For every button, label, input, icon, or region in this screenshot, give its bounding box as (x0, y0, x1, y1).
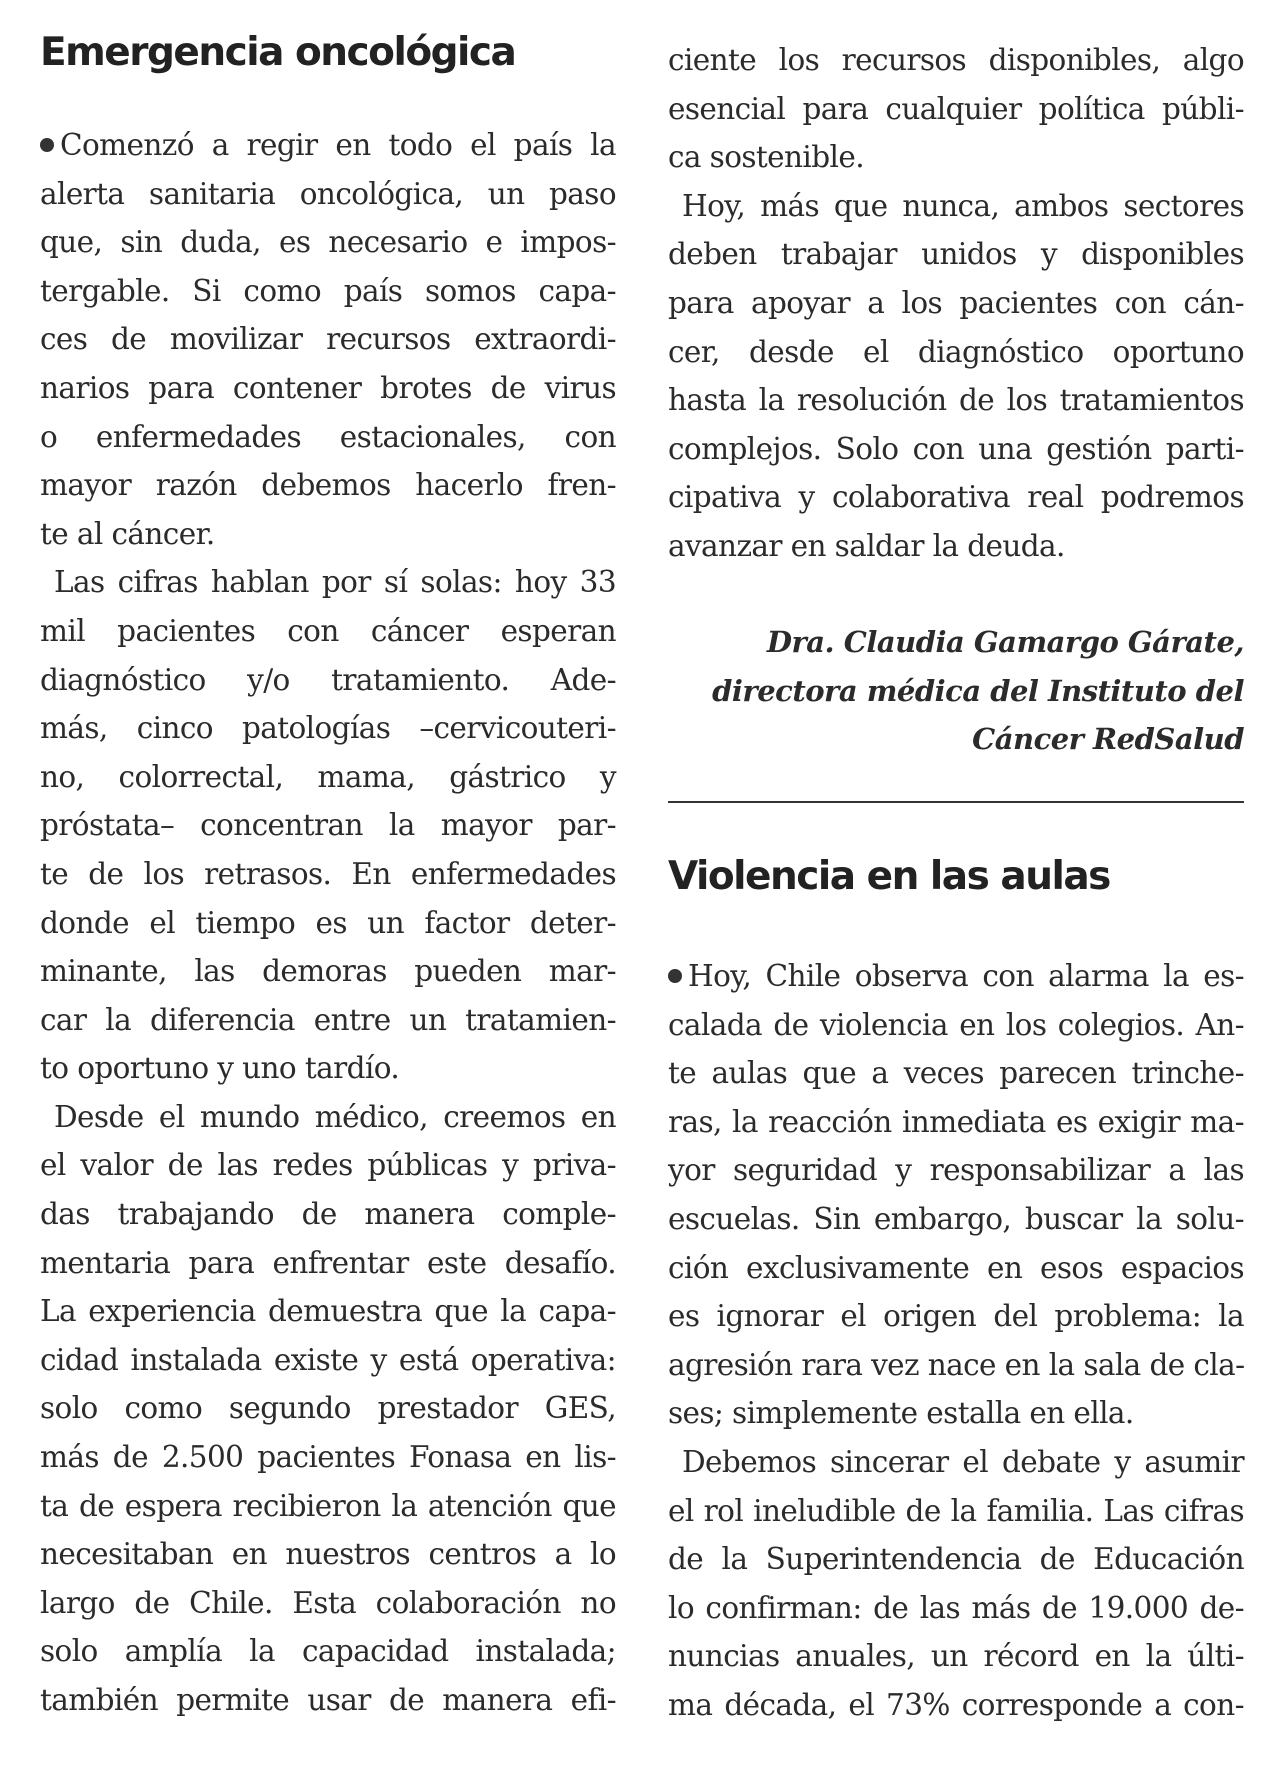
text-line: escuelas. Sin embargo, buscar la solu- (668, 1201, 1244, 1236)
text-line: ces de movilizar recursos extraordi- (40, 322, 616, 357)
text-line: Hoy, más que nunca, ambos sectores (682, 188, 1244, 223)
text-line: te al cáncer. (40, 516, 215, 551)
text-line: te de los retrasos. En enfermedades (40, 856, 616, 891)
text-line: agresión rara vez nace en la sala de cla- (668, 1347, 1245, 1382)
text-line: ras, la reacción inmediata es exigir ma- (668, 1104, 1244, 1139)
text-line: cipativa y colaborativa real podremos (668, 480, 1244, 515)
article2-title: Violencia en las aulas (668, 854, 1110, 899)
article1-title: Emergencia oncológica (40, 30, 516, 75)
text-line: Comenzó a regir en todo el país la (40, 121, 616, 170)
text-line: complejos. Solo con una gestión parti- (668, 431, 1244, 466)
text-line: largo de Chile. Esta colaboración no (40, 1585, 616, 1620)
text-line: de la Superintendencia de Educación (668, 1542, 1244, 1577)
text-line: Debemos sincerar el debate y asumir (682, 1444, 1244, 1479)
text-line: o enfermedades estacionales, con (40, 419, 616, 454)
text-line: donde el tiempo es un factor deter- (40, 905, 616, 940)
text-line: no, colorrectal, mama, gástrico y (40, 759, 616, 794)
text-line: deben trabajar unidos y disponibles (668, 237, 1244, 272)
text-line: yor seguridad y responsabilizar a las (668, 1153, 1244, 1188)
text-line: narios para contener brotes de virus (40, 370, 616, 405)
text-line: es ignorar el origen del problema: la (668, 1299, 1244, 1334)
bullet-icon (668, 969, 682, 983)
text-line: das trabajando de manera comple- (40, 1197, 616, 1232)
text-line: calada de violencia en los colegios. An- (668, 1007, 1244, 1042)
text-line: to oportuno y uno tardío. (40, 1051, 400, 1086)
bullet-icon (40, 138, 54, 152)
article1-body-col1 (40, 121, 616, 1725)
text-line: más de 2.500 pacientes Fonasa en lis- (40, 1440, 616, 1475)
text-line: minante, las demoras pueden mar- (40, 954, 616, 989)
text-line: para apoyar a los pacientes con cán- (668, 285, 1244, 320)
text-line: esencial para cualquier política públi- (668, 91, 1244, 126)
text-line: hasta la resolución de los tratamientos (668, 383, 1244, 418)
text-line: mayor razón debemos hacerlo fren- (40, 468, 616, 503)
text-line: car la diferencia entre un tratamien- (40, 1002, 616, 1037)
text-line: ca sostenible. (668, 140, 865, 175)
text-line: ma década, el 73% corresponde a con- (668, 1687, 1244, 1722)
section-divider (668, 801, 1244, 803)
text-line: Las cifras hablan por sí solas: hoy 33 (54, 565, 616, 600)
text-line: Hoy, Chile observa con alarma la es- (668, 952, 1244, 1001)
text-line: ciente los recursos disponibles, algo (668, 43, 1244, 77)
text-line: ción exclusivamente en esos espacios (668, 1250, 1244, 1285)
signature-line: Dra. Claudia Gamargo Gárate, (766, 625, 1244, 659)
text-line: el rol ineludible de la familia. Las cifras (668, 1493, 1244, 1528)
text-line: solo amplía la capacidad instalada; (40, 1634, 616, 1669)
text-line: diagnóstico y/o tratamiento. Ade- (40, 662, 616, 697)
signature-line: directora médica del Instituto del (712, 673, 1244, 708)
text-line: necesitaban en nuestros centros a lo (40, 1537, 616, 1572)
text-line: Desde el mundo médico, creemos en (54, 1099, 616, 1134)
text-line: tergable. Si como país somos capa- (40, 273, 616, 308)
text-line: mentaria para enfrentar este desafío. (40, 1245, 616, 1280)
text-line: también permite usar de manera efi- (40, 1683, 616, 1717)
text-line: avanzar en saldar la deuda. (668, 528, 1065, 563)
text-line: nuncias anuales, un récord en la últi- (668, 1639, 1244, 1674)
author-signature (668, 618, 1244, 764)
text-line: solo como segundo prestador GES, (40, 1391, 616, 1426)
text-line: ses; simplemente estalla en ella. (668, 1396, 1134, 1431)
text-line: La experiencia demuestra que la capa- (40, 1294, 616, 1329)
text-line: más, cinco patologías –cervicouteri- (40, 711, 616, 746)
article1-body-col2 (668, 36, 1244, 571)
text-line: ta de espera recibieron la atención que (40, 1488, 616, 1523)
text-line: el valor de las redes públicas y priva- (40, 1148, 616, 1183)
text-line: lo confirman: de las más de 19.000 de- (668, 1590, 1244, 1625)
text-line: alerta sanitaria oncológica, un paso (40, 176, 616, 211)
text-line: mil pacientes con cáncer esperan (40, 613, 616, 648)
text-line: cer, desde el diagnóstico oportuno (668, 334, 1244, 369)
text-line: te aulas que a veces parecen trinche- (668, 1056, 1244, 1091)
article2-body (668, 952, 1244, 1730)
signature-line: Cáncer RedSalud (972, 722, 1244, 757)
text-line: próstata– concentran la mayor par- (40, 808, 616, 843)
text-line: que, sin duda, es necesario e impos- (40, 225, 616, 260)
text-line: cidad instalada existe y está operativa: (40, 1342, 616, 1377)
